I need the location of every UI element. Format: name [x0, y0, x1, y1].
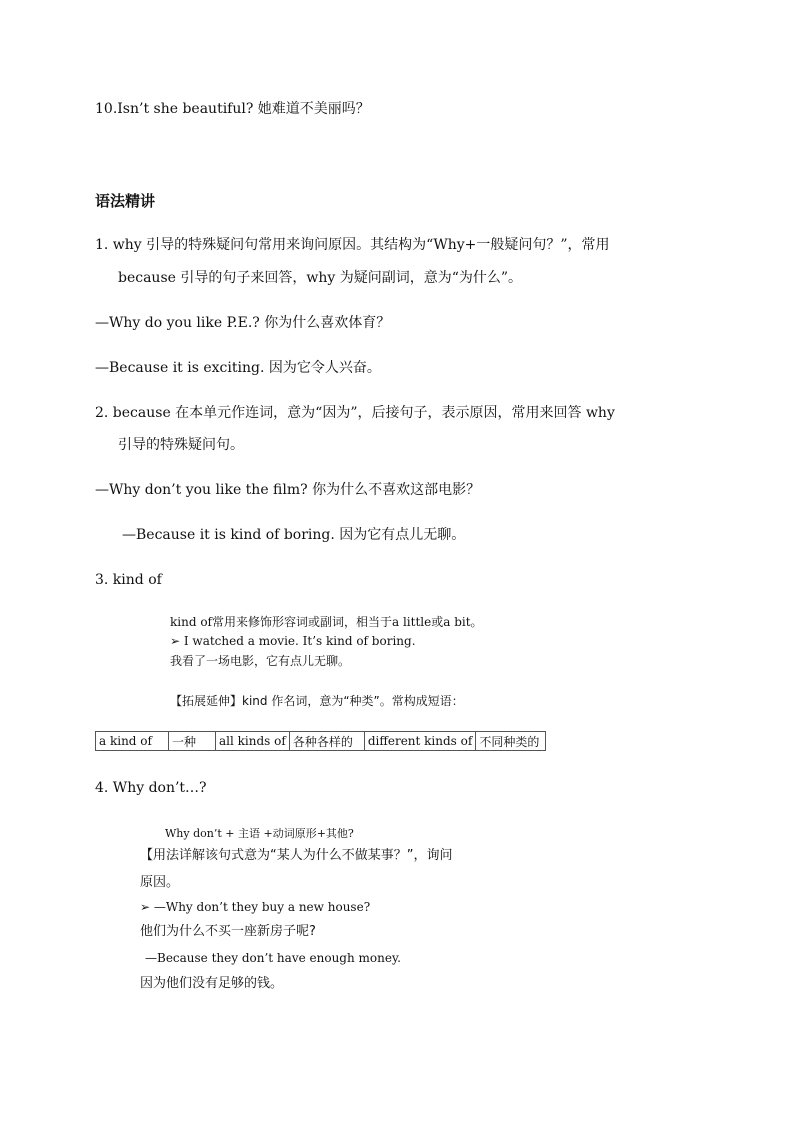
point1-line2: because 引导的句子来回答，why 为疑问副词，意为“为什么”。 — [118, 270, 523, 286]
example1-question: —Why do you like P.E.? 你为什么喜欢体育？ — [95, 315, 391, 331]
kind-of-description: kind of常用来修饰形容词或副词，相当于a little或a bit。 — [170, 615, 483, 629]
kind-of-example-en: ➢ I watched a movie. It’s kind of boring. — [170, 634, 416, 648]
why-dont-example-answer-cn: 因为他们没有足够的钱。 — [140, 976, 284, 991]
why-dont-example-answer: —Because they don’t have enough money. — [145, 951, 401, 965]
kind-phrases-table — [95, 731, 546, 751]
point2-line1: 2. because 在本单元作连词，意为“因为”，后接句子，表示原因，常用来回答 why — [95, 405, 615, 421]
example2-question: —Why don’t you like the film? 你为什么不喜欢这部电影？ — [95, 482, 481, 498]
why-dont-usage-line2: 原因。 — [140, 875, 180, 890]
table-cell: different kinds of — [364, 732, 476, 751]
why-dont-structure: Why don’t + 主语 +动词原形+其他? — [165, 827, 354, 840]
point4-title: 4. Why don’t…? — [95, 780, 207, 796]
point2-line2: 引导的特殊疑问句。 — [118, 437, 244, 453]
table-cell: 一种 — [169, 732, 216, 751]
example2-answer: —Because it is kind of boring. 因为它有点儿无聊。 — [122, 527, 466, 543]
table-cell: all kinds of — [216, 732, 290, 751]
why-dont-usage-line1: 【用法详解该句式意为“某人为什么不做某事？”，询问 — [140, 848, 453, 863]
item-10-sentence: 10.Isn’t she beautiful? 她难道不美丽吗？ — [95, 101, 370, 117]
kind-of-extension: 【拓展延伸】kind 作名词，意为“种类”。常构成短语： — [170, 694, 464, 708]
table-row — [96, 732, 546, 751]
why-dont-example-question-cn: 他们为什么不买一座新房子呢? — [140, 924, 316, 939]
example1-answer: —Because it is exciting. 因为它令人兴奋。 — [95, 360, 381, 376]
why-dont-example-question: ➢ —Why don’t they buy a new house? — [140, 900, 371, 914]
table-cell: 各种各样的 — [289, 732, 364, 751]
kind-of-example-cn: 我看了一场电影，它有点儿无聊。 — [170, 654, 351, 668]
table-cell: 不同种类的 — [476, 732, 546, 751]
table-cell: a kind of — [96, 732, 169, 751]
point3-title: 3. kind of — [95, 572, 162, 588]
section-heading: 语法精讲 — [95, 192, 156, 210]
point1-line1: 1. why 引导的特殊疑问句常用来询问原因。其结构为“Why+一般疑问句？”，常用 — [95, 237, 610, 253]
